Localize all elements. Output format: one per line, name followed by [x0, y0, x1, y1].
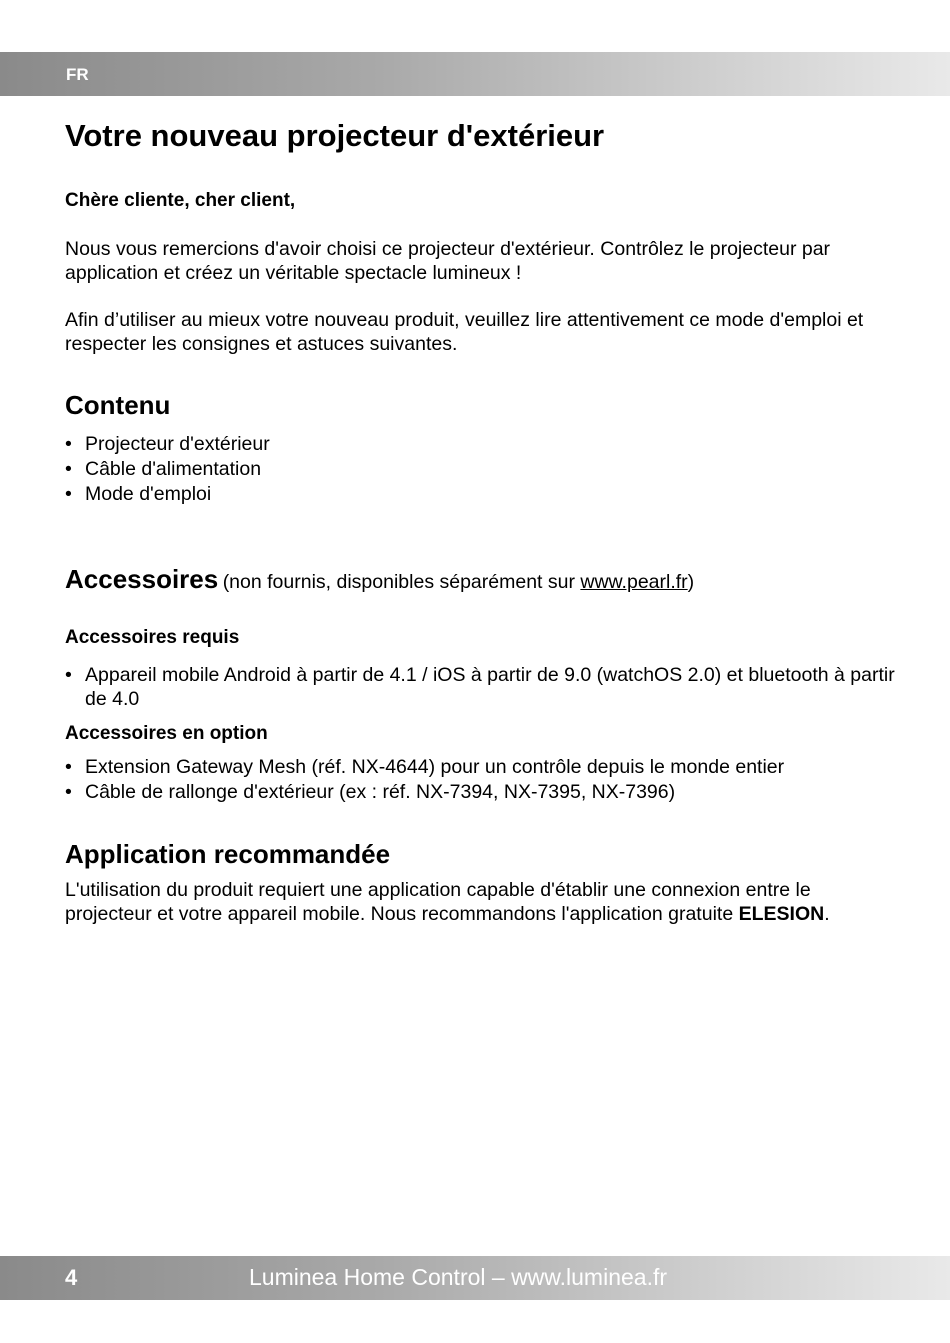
app-name: ELESION	[738, 903, 825, 925]
accessoires-note: (non fournis, disponibles séparément sur www.pearl.fr)	[222, 571, 695, 593]
pearl-link[interactable]: www.pearl.fr	[580, 571, 688, 593]
bullet-icon: •	[65, 664, 72, 686]
accessoires-option-heading: Accessoires en option	[65, 723, 268, 744]
accessoires-requis-list	[65, 663, 895, 711]
accessoires-heading-row	[65, 564, 895, 595]
language-label: FR	[66, 65, 89, 84]
bullet-icon: •	[65, 458, 72, 480]
greeting: Chère cliente, cher client,	[65, 190, 296, 211]
contenu-heading: Contenu	[65, 390, 171, 420]
intro-paragraph-1: Nous vous remercions d'avoir choisi ce projecteur d'extérieur. Contrôlez le projecteur par application et créez un véritable spectacle lumineux !	[65, 238, 831, 284]
list-item: • Appareil mobile Android à partir de 4.1 / iOS à partir de 9.0 (watchOS 2.0) et bluetooth à partir de 4.0	[65, 664, 895, 710]
intro-paragraph-2: Afin d’utiliser au mieux votre nouveau produit, veuillez lire attentivement ce mode d'emploi et respecter les consignes et astuces suivantes.	[65, 309, 864, 355]
bullet-icon: •	[65, 483, 72, 505]
accessoires-option-list	[65, 755, 895, 805]
page-number: 4	[65, 1265, 78, 1290]
list-item: • Mode d'emploi	[65, 483, 212, 505]
accessoires-heading: Accessoires	[65, 564, 219, 594]
footer-band	[0, 1256, 950, 1300]
footer-text: Luminea Home Control – www.luminea.fr	[249, 1264, 668, 1290]
bullet-icon: •	[65, 433, 72, 455]
bullet-icon: •	[65, 781, 72, 803]
page-title: Votre nouveau projecteur d'extérieur	[65, 118, 605, 153]
bullet-icon: •	[65, 756, 72, 778]
list-item: • Câble de rallonge d'extérieur (ex : réf. NX-7394, NX-7395, NX-7396)	[65, 781, 676, 803]
accessoires-requis-heading: Accessoires requis	[65, 627, 240, 648]
header-band	[0, 52, 950, 96]
application-paragraph: L'utilisation du produit requiert une application capable d'établir une connexion entre le projecteur et votre appareil mobile. Nous recommandons l'application gratuite ELESION.	[65, 879, 830, 925]
list-item: • Projecteur d'extérieur	[65, 433, 270, 455]
application-heading: Application recommandée	[65, 839, 391, 869]
list-item: • Câble d'alimentation	[65, 458, 262, 480]
list-item: • Extension Gateway Mesh (réf. NX-4644) pour un contrôle depuis le monde entier	[65, 756, 785, 778]
contenu-list	[65, 432, 895, 507]
